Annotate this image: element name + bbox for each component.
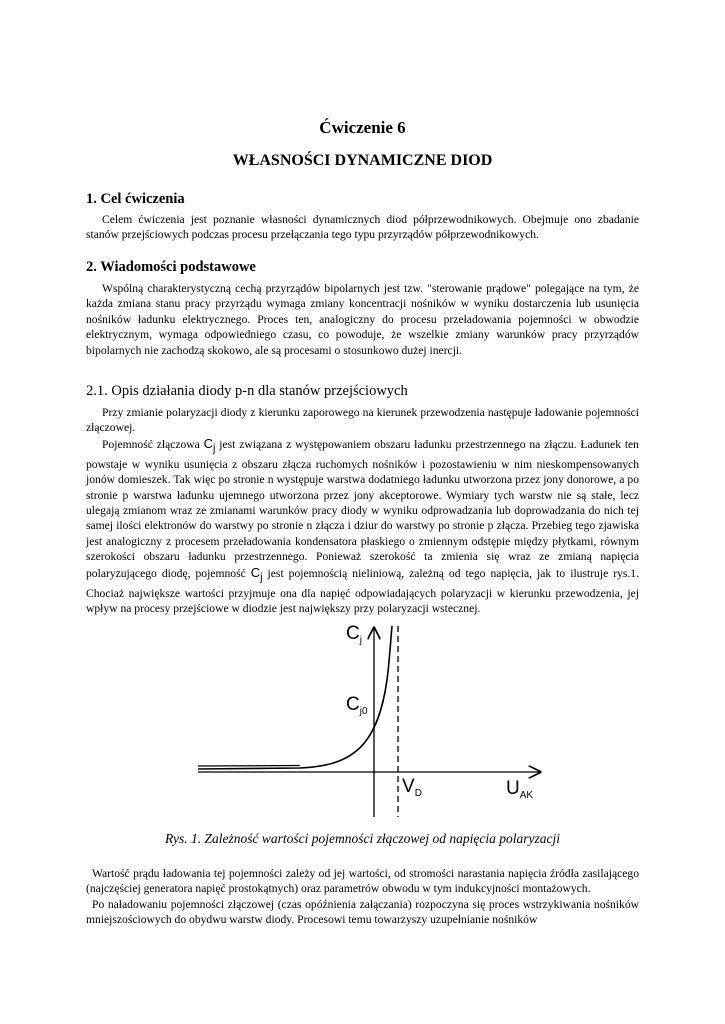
section21-text (86, 405, 639, 616)
cj-symbol: $C_j$ (203, 435, 216, 455)
figure-caption: Rys. 1. Zależność wartości pojemności złączowej od napięcia polaryzacji (165, 831, 560, 846)
after-paragraph-2: Po naładowaniu pojemności złączowej (czas opóźnienia załączania) rozpoczyna się proces wstrzykiwania nośników mniejszościowych do obydwu warstw diody. Procesowi temu towarzyszy uzupełnianie nośników (86, 897, 639, 927)
section2-paragraph: Wspólną charakterystyczną cechą przyrządów bipolarnych jest tzw. "sterowanie prądowe" polegające na tym, że każda zmiana stanu pracy przyrządu wymaga zmiany koncentracji nośników w wyniku dostarczenia lub usunięcia nośników ładunku elektrycznego. Proces ten, analogiczny do procesu przeładowania pojemności w obwodzie elektrycznym, wymaga odpowiedniego czasu, co powoduje, że wszelkie zmiany warunków pracy przyrządów bipolarnych nie zachodzą skokowo, ale są procesami o stosunkowo dużej inercji. (86, 282, 639, 357)
cj-curve (198, 626, 392, 769)
section1-heading: 1. Cel ćwiczenia (86, 191, 185, 207)
section21-heading: 2.1. Opis działania diody p-n dla stanów przejściowych (86, 383, 408, 399)
cj-symbol-2: $C_j$ (250, 564, 263, 584)
section21-paragraph-2 (86, 436, 639, 617)
p2-after: jest związana z występowaniem obszaru ładunku przestrzennego na złączu. Ładunek ten powstaje w wyniku usunięcia z obszaru złącza ruchomych nośników i pozostawieniu w nim nieskompensowanych jonów domieszek. Tak więc po stronie n występuje warstwa dodatniego ładunku utworzona przez jony donorowe, a po stronie p warstwa ładunku ujemnego utworzona przez jony akceptorowe. Wymiary tych warstw nie są stałe, lecz ulegają zmianom wraz ze zmianami warunków pracy diody w wyniku odprowadzania lub doprowadzania do nich tej samej ilości elektronów do warstwy po stronie n złącza i dziur do warstwy po stronie p złącza. Przebieg tego zjawiska jest analogiczny z procesem przeładowania kondensatora płaskiego o zmiennym odstępie między płytkami, równym szerokości obszaru ładunku przestrzennego. Ponieważ szerokość ta zmienia się wraz ze zmianą napięcia polaryzującego diodę, pojemność (86, 437, 639, 580)
after-paragraph-1: Wartość prądu ładowania tej pojemności zależy od jej wartości, od stromości narastania napięcia źródła zasilającego (najczęściej generatora napięć prostokątnych) oraz parametrów obwodu w tym indukcyjności montażowych. (86, 867, 639, 896)
exercise-title: Ćwiczenie 6 (319, 118, 406, 137)
cj0-label: $C_{j0}$ (346, 694, 368, 717)
section1-paragraph: Celem ćwiczenia jest poznanie własności dynamicznych diod półprzewodnikowych. Obejmuje ono zbadanie stanów przejściowych podczas procesu przełączania tego typu przyrządów półprzewodnikowych. (86, 213, 639, 242)
section2-heading: 2. Wiadomości podstawowe (86, 259, 256, 275)
main-title: WŁASNOŚCI DYNAMICZNE DIOD (232, 152, 493, 169)
vd-label: $V_D$ (402, 776, 422, 799)
p2-before: Pojemność złączowa (102, 437, 204, 451)
section2-text (86, 281, 639, 358)
y-axis-label: $C_j$ (346, 623, 362, 646)
p2-end: jest pojemnością nieliniową, zależną od tego napięcia, jak to ilustruje rys.1. Chociaż największe wartości przyjmuje ona dla napięć odpowiadających polaryzacji w kierunku przewodzenia, jej wpływ na procesy przejściowe w diodzie jest największy przy polaryzacji wstecznej. (86, 566, 639, 616)
after-text (86, 866, 639, 928)
section21-paragraph-1: Przy zmianie polaryzacji diody z kierunku zaporowego na kierunek przewodzenia następuje ładowanie pojemności złączowej. (86, 406, 639, 435)
capacitance-chart (170, 612, 550, 824)
x-axis-label: $U_{AK}$ (506, 778, 534, 801)
cj-curve-flat (198, 766, 300, 767)
section1-text (86, 212, 639, 243)
